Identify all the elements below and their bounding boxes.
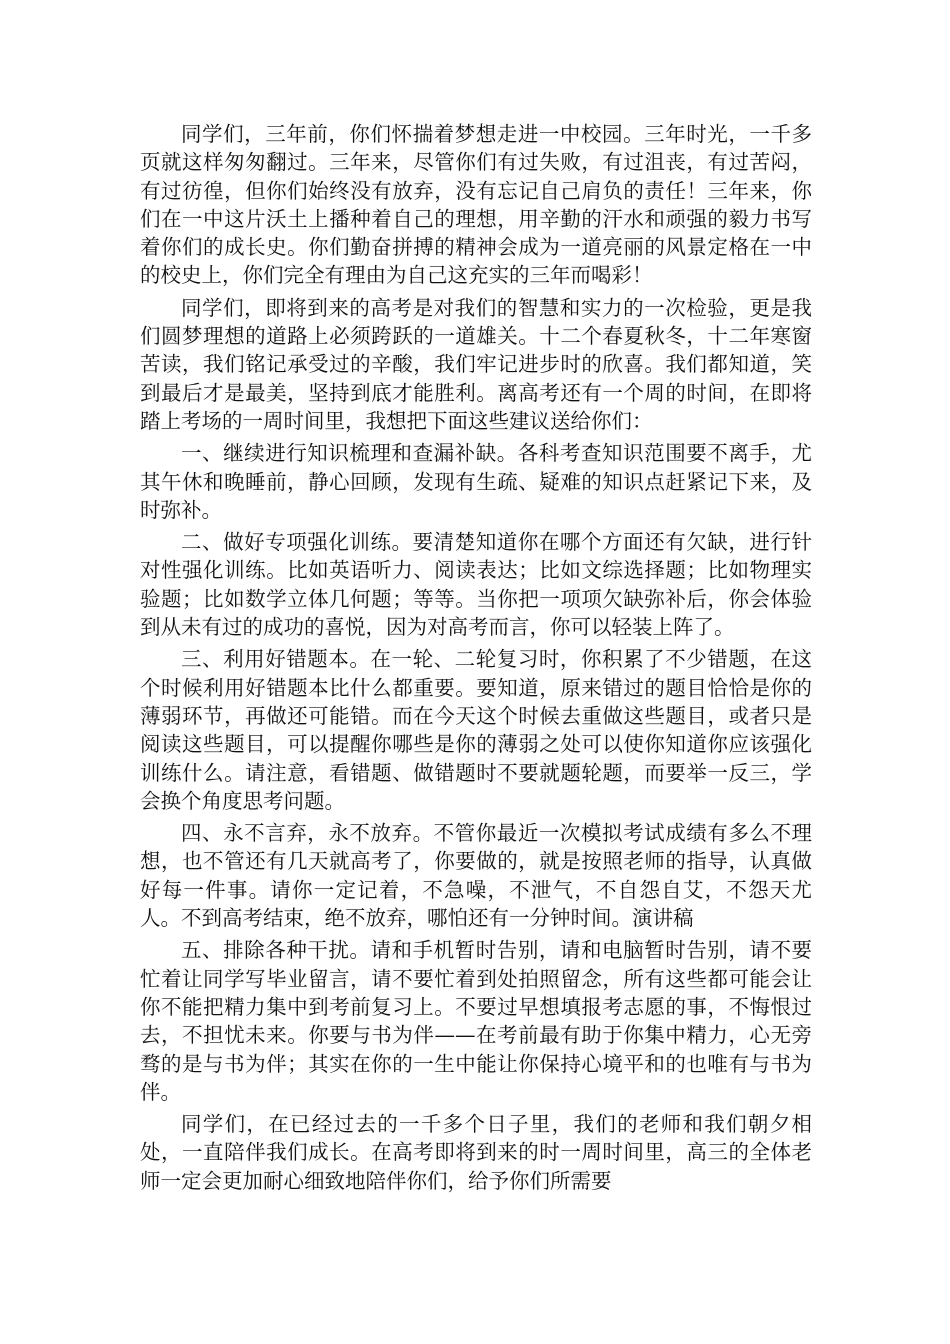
paragraph-advice-4: 四、永不言弃，永不放弃。不管你最近一次模拟考试成绩有多么不理想，也不管还有几天就高考了，你要做的，就是按照老师的指导，认真做好每一件事。请你一定记着，不急噪，不泄气，不自怨自艾，不怨天尤人。不到高考结束，绝不放弃，哪怕还有一分钟时间。演讲稿: [140, 821, 812, 931]
paragraph-advice-2: 二、做好专项强化训练。要清楚知道你在哪个方面还有欠缺，进行针对性强化训练。比如英语听力、阅读表达；比如文综选择题；比如物理实验题；比如数学立体几何题；等等。当你把一项项欠缺弥补后，你会体验到从未有过的成功的喜悦，因为对高考而言，你可以轻装上阵了。: [140, 530, 812, 640]
paragraph-intro: 同学们，三年前，你们怀揣着梦想走进一中校园。三年时光，一千多页就这样匆匆翻过。三年来，尽管你们有过失败，有过沮丧，有过苦闷，有过彷徨，但你们始终没有放弃，没有忘记自己肩负的责任！三年来，你们在一中这片沃土上播种着自己的理想，用辛勤的汗水和顽强的毅力书写着你们的成长史。你们勤奋拼搏的精神会成为一道亮丽的风景定格在一中的校史上，你们完全有理由为自己这充实的三年而喝彩！: [140, 122, 812, 288]
paragraph-advice-3: 三、利用好错题本。在一轮、二轮复习时，你积累了不少错题，在这个时候利用好错题本比什么都重要。要知道，原来错过的题目恰恰是你的薄弱环节，再做还可能错。而在今天这个时候去重做这些题目，或者只是阅读这些题目，可以提醒你哪些是你的薄弱之处可以使你知道你应该强化训练什么。请注意，看错题、做错题时不要就题轮题，而要举一反三，学会换个角度思考问题。: [140, 647, 812, 813]
document-body: [140, 120, 812, 1199]
paragraph-closing: 同学们，在已经过去的一千多个日子里，我们的老师和我们朝夕相处，一直陪伴我们成长。在高考即将到来的时一周时间里，高三的全体老师一定会更加耐心细致地陪伴你们，给予你们所需要: [140, 1112, 812, 1193]
paragraph-advice-5: 五、排除各种干扰。请和手机暂时告别，请和电脑暂时告别，请不要忙着让同学写毕业留言，请不要忙着到处拍照留念，所有这些都可能会让你不能把精力集中到考前复习上。不要过早想填报考志愿的事，不悔恨过去，不担忧未来。你要与书为伴——在考前最有助于你集中精力，心无旁骛的是与书为伴；其实在你的一生中能让你保持心境平和的也唯有与书为伴。: [140, 938, 812, 1104]
paragraph-advice-1: 一、继续进行知识梳理和查漏补缺。各科考查知识范围要不离手，尤其午休和晚睡前，静心回顾，发现有生疏、疑难的知识点赶紧记下来，及时弥补。: [140, 441, 812, 522]
paragraph-exam-challenge: 同学们，即将到来的高考是对我们的智慧和实力的一次检验，更是我们圆梦理想的道路上必须跨跃的一道雄关。十二个春夏秋冬，十二年寒窗苦读，我们铭记承受过的辛酸，我们牢记进步时的欣喜。我们都知道，笑到最后才是最美，坚持到底才能胜利。离高考还有一个周的时间，在即将踏上考场的一周时间里，我想把下面这些建议送给你们：: [140, 295, 812, 433]
